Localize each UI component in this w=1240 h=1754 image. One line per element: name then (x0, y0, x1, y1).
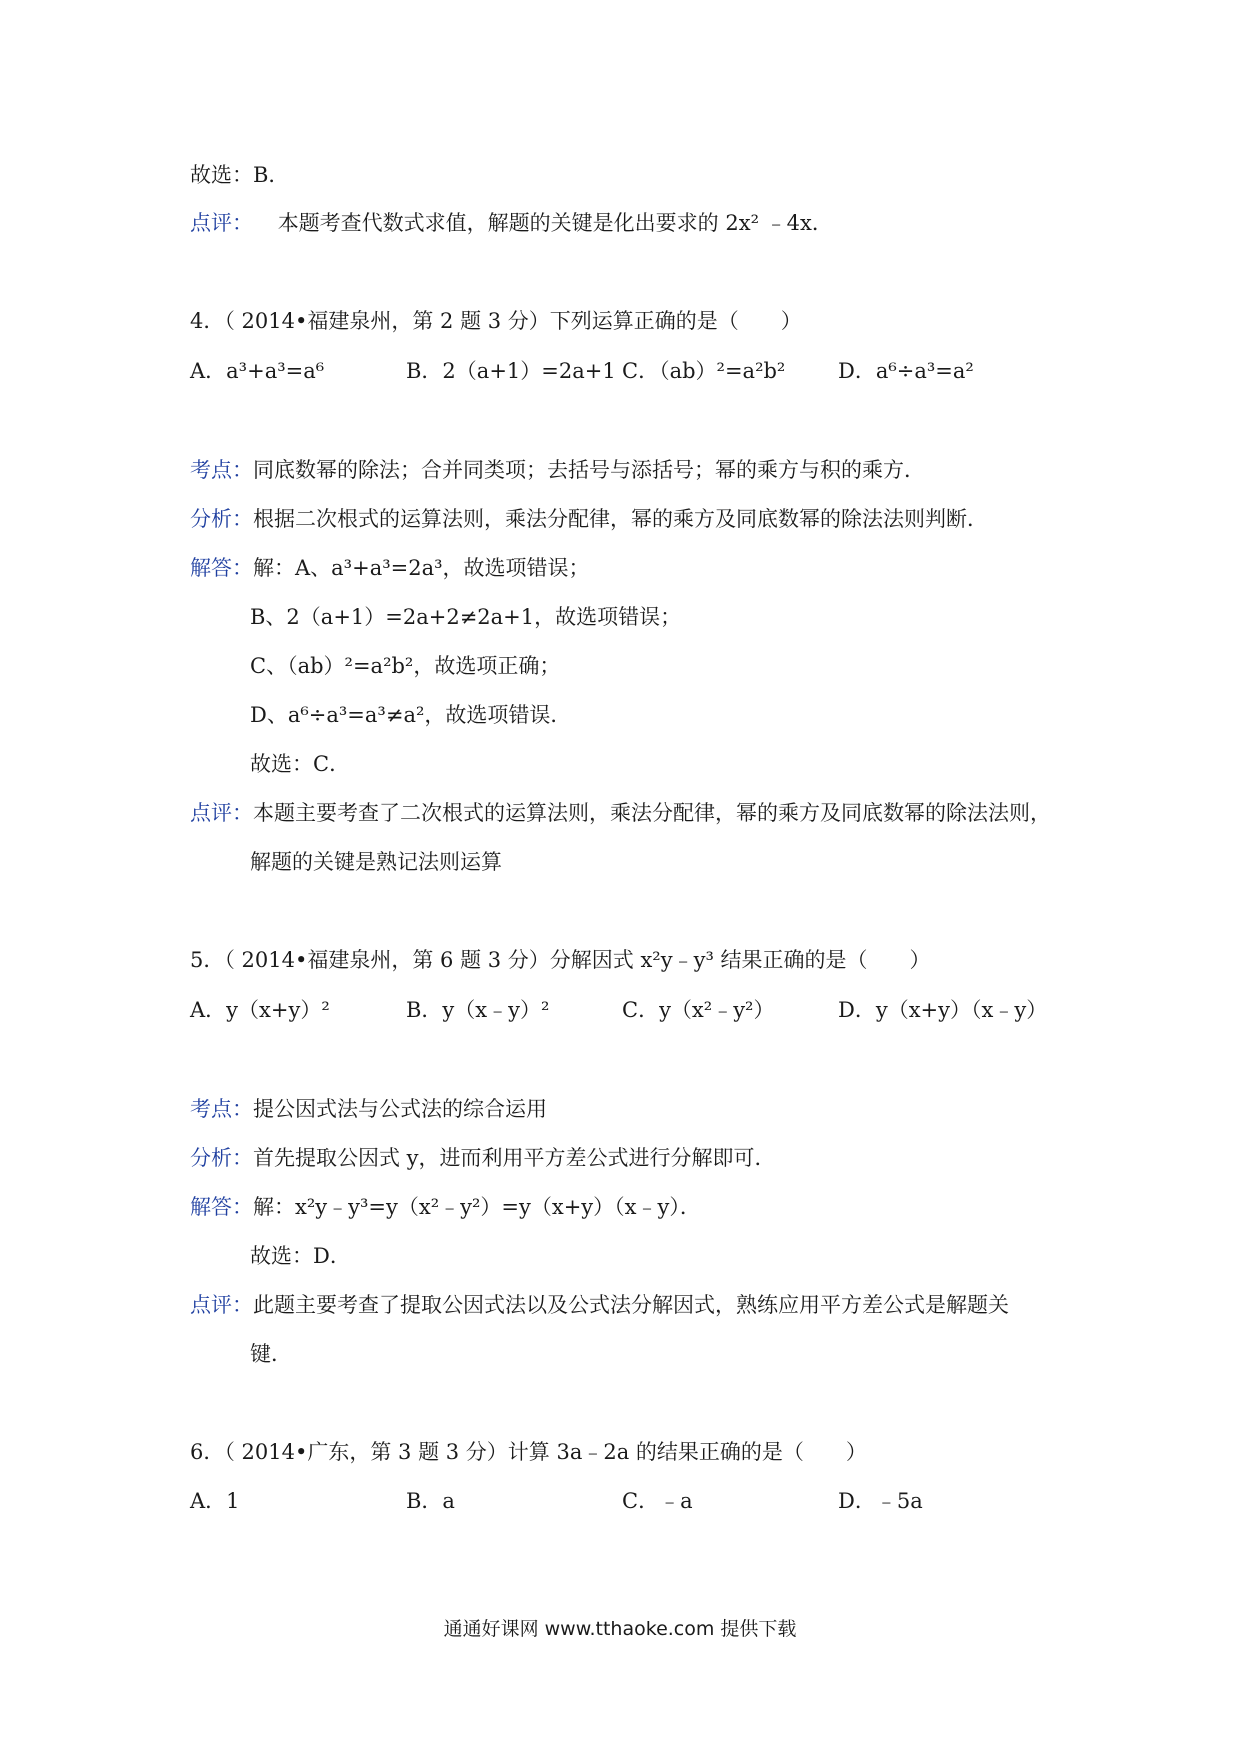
dianping-line: 键． (250, 1342, 292, 1366)
q4-kaodian (190, 455, 925, 485)
q5-option-c: C．y（x²﹣y²） (622, 998, 775, 1022)
q5-option-a: A．y（x+y）² (190, 998, 330, 1022)
q4-jieda (190, 553, 590, 583)
q6-title: 6．（ 2014•广东，第 3 题 3 分）计算 3a﹣2a 的结果正确的是（ ） (190, 1440, 867, 1464)
dianping-line: 本题主要考查了二次根式的运算法则，乘法分配律，幂的乘方及同底数幂的除法法则， (253, 801, 1051, 825)
q5-fenxi (190, 1143, 776, 1173)
q4-option-c: C．（ab）²=a²b² (622, 359, 786, 383)
jieda-line: 故选：D． (250, 1244, 351, 1268)
dianping-label: 点评： (190, 801, 253, 825)
q5-option-b: B．y（x﹣y）² (406, 998, 550, 1022)
kaodian-label: 考点： (190, 458, 253, 482)
q4-fenxi (190, 504, 988, 534)
q4-option-b: B．2（a+1）=2a+1 (406, 359, 616, 383)
comment-label: 点评： (190, 211, 253, 235)
kaodian-text: 提公因式法与公式法的综合运用 (253, 1097, 547, 1121)
q4-title: 4．（ 2014•福建泉州，第 2 题 3 分）下列运算正确的是（ ） (190, 309, 802, 333)
jieda-line: B、2（a+1）=2a+2≠2a+1，故选项错误； (250, 605, 682, 629)
prev-answer: 故选：B． (190, 163, 290, 187)
jieda-label: 解答： (190, 556, 253, 580)
dianping-label: 点评： (190, 1293, 253, 1317)
jieda-line: C、（ab）²=a²b²，故选项正确； (250, 654, 561, 678)
comment-text: 本题考查代数式求值，解题的关键是化出要求的 2x² ﹣4x． (277, 211, 833, 235)
jieda-line: 解：x²y﹣y³=y（x²﹣y²）=y（x+y）（x﹣y）． (253, 1195, 701, 1219)
q6-option-a: A．1 (190, 1489, 240, 1513)
jieda-line: 解：A、a³+a³=2a³，故选项错误； (253, 556, 590, 580)
jieda-line: 故选：C． (250, 752, 351, 776)
fenxi-label: 分析： (190, 507, 253, 531)
q4-option-a: A．a³+a³=a⁶ (190, 359, 325, 383)
q5-jieda (190, 1192, 701, 1222)
q5-option-d: D．y（x+y）（x﹣y） (838, 998, 1048, 1022)
q4-option-d: D．a⁶÷a³=a² (838, 359, 974, 383)
kaodian-label: 考点： (190, 1097, 253, 1121)
fenxi-text: 根据二次根式的运算法则，乘法分配律，幂的乘方及同底数幂的除法法则判断． (253, 507, 988, 531)
jieda-label: 解答： (190, 1195, 253, 1219)
q5-title: 5．（ 2014•福建泉州，第 6 题 3 分）分解因式 x²y﹣y³ 结果正确的是（ ） (190, 948, 931, 972)
q5-dianping (190, 1290, 1009, 1320)
dianping-line: 此题主要考查了提取公因式法以及公式法分解因式，熟练应用平方差公式是解题关 (253, 1293, 1009, 1317)
fenxi-text: 首先提取公因式 y，进而利用平方差公式进行分解即可． (253, 1146, 776, 1170)
q5-kaodian (190, 1094, 547, 1124)
q6-option-b: B．a (406, 1489, 455, 1513)
jieda-line: D、a⁶÷a³=a³≠a²，故选项错误． (250, 703, 572, 727)
q6-option-c: C．﹣a (622, 1489, 693, 1513)
q6-option-d: D．﹣5a (838, 1489, 923, 1513)
prev-comment (190, 208, 833, 238)
page-footer: 通通好课网 www.tthaoke.com 提供下载 (443, 1618, 797, 1640)
kaodian-text: 同底数幂的除法；合并同类项；去括号与添括号；幂的乘方与积的乘方． (253, 458, 925, 482)
dianping-line: 解题的关键是熟记法则运算 (250, 850, 502, 874)
q4-dianping (190, 798, 1051, 828)
fenxi-label: 分析： (190, 1146, 253, 1170)
